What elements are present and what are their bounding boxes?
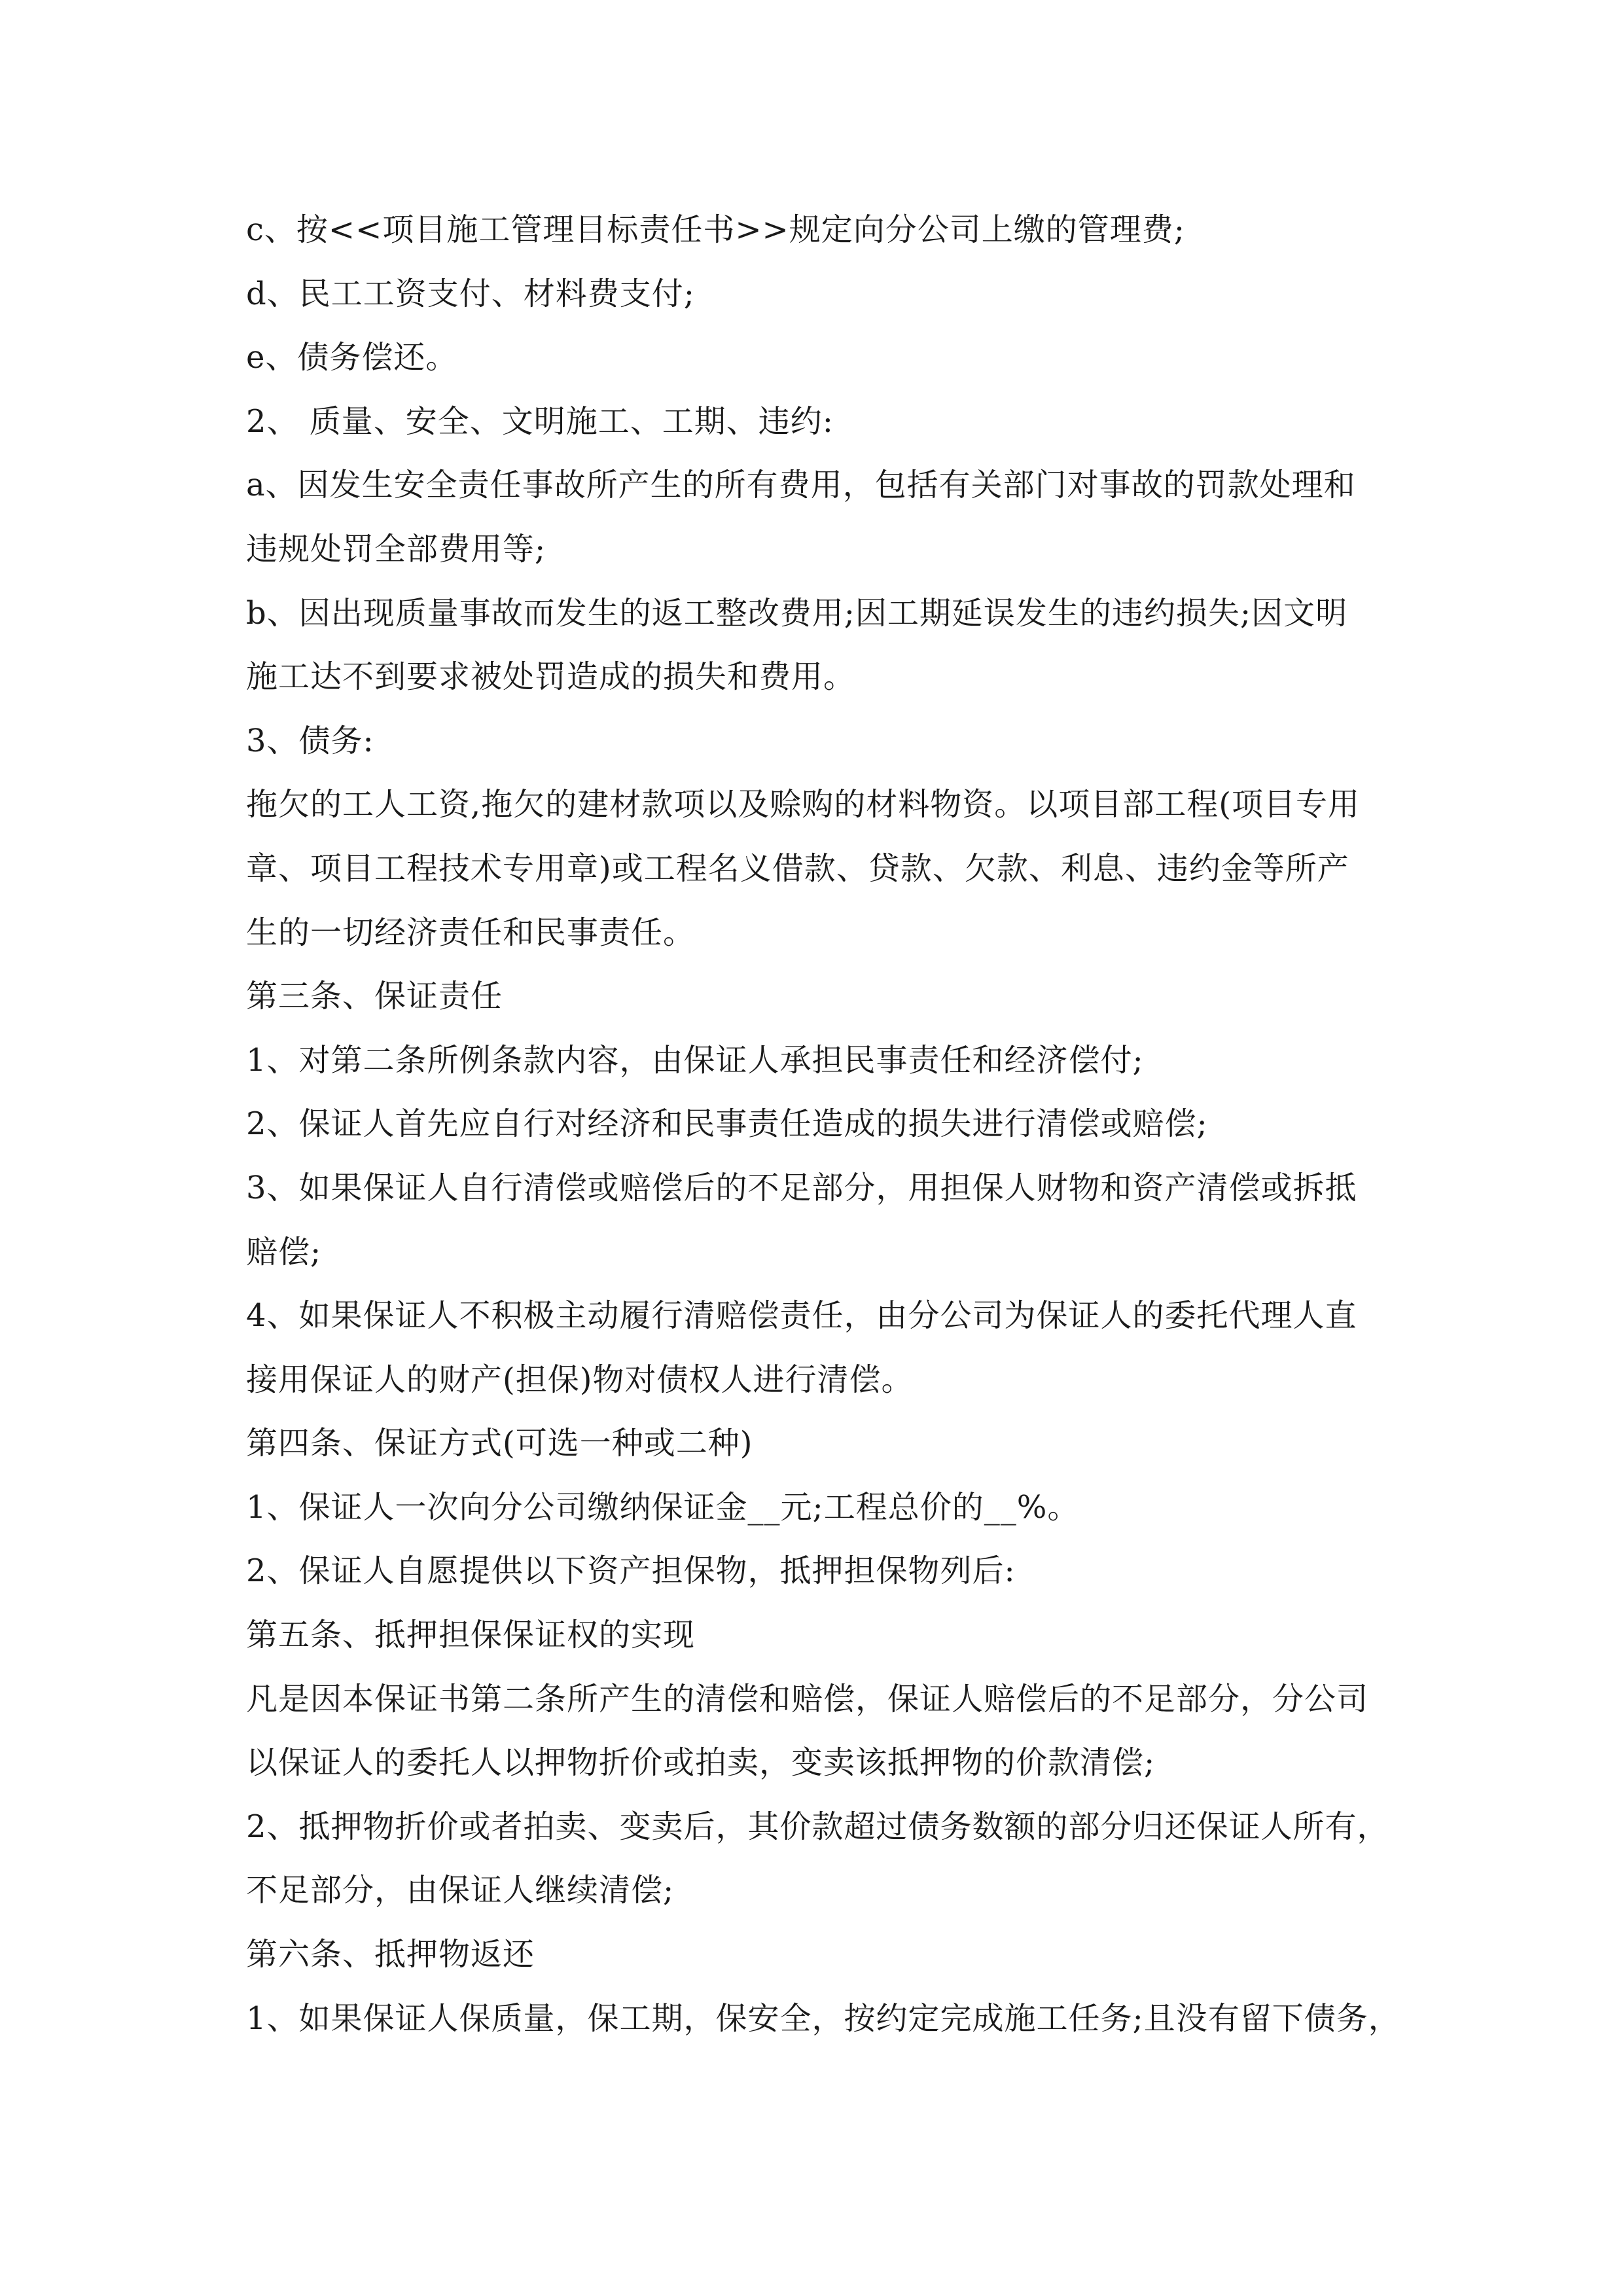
text-line-a-safety-costs: a、因发生安全责任事故所产生的所有费用，包括有关部门对事故的罚款处理和 bbox=[246, 467, 1356, 504]
text-line-article-3-item-1: 1、对第二条所例条款内容，由保证人承担民事责任和经济偿付; bbox=[246, 1041, 1144, 1079]
text-line-d-wages-materials: d、民工工资支付、材料费支付; bbox=[246, 275, 695, 312]
text-line-article-3-item-3-cont: 赔偿; bbox=[246, 1233, 322, 1270]
text-line-article-6-item-1: 1、如果保证人保质量，保工期，保安全，按约定完成施工任务;且没有留下债务， bbox=[246, 2000, 1400, 2037]
text-line-debts-paragraph-cont-1: 章、项目工程技术专用章)或工程名义借款、贷款、欠款、利息、违约金等所产 bbox=[246, 850, 1349, 887]
text-line-article-4-item-2: 2、保证人自愿提供以下资产担保物，抵押担保物列后: bbox=[246, 1552, 1016, 1590]
text-line-e-debt-repayment: e、债务偿还。 bbox=[246, 339, 458, 376]
section-heading-article-4: 第四条、保证方式(可选一种或二种) bbox=[246, 1425, 753, 1462]
text-line-debts-paragraph-cont-2: 生的一切经济责任和民事责任。 bbox=[246, 914, 696, 951]
text-line-c-management-fee: c、按<<项目施工管理目标责任书>>规定向分公司上缴的管理费; bbox=[246, 211, 1185, 248]
text-line-article-4-item-1: 1、保证人一次向分公司缴纳保证金__元;工程总价的__%。 bbox=[246, 1488, 1080, 1526]
text-line-b-quality-costs-cont: 施工达不到要求被处罚造成的损失和费用。 bbox=[246, 658, 856, 696]
text-line-debts-paragraph: 拖欠的工人工资,拖欠的建材款项以及赊购的材料物资。以项目部工程(项目专用 bbox=[246, 786, 1360, 823]
text-line-article-3-item-4-cont: 接用保证人的财产(担保)物对债权人进行清偿。 bbox=[246, 1361, 914, 1398]
text-line-article-5-paragraph-cont: 以保证人的委托人以押物折价或拍卖，变卖该抵押物的价款清偿; bbox=[246, 1744, 1156, 1782]
text-line-item-2-heading: 2、 质量、安全、文明施工、工期、违约: bbox=[246, 403, 834, 440]
text-line-article-3-item-4: 4、如果保证人不积极主动履行清赔偿责任，由分公司为保证人的委托代理人直 bbox=[246, 1297, 1357, 1335]
text-line-article-5-item-2: 2、抵押物折价或者拍卖、变卖后，其价款超过债务数额的部分归还保证人所有， bbox=[246, 1808, 1389, 1845]
text-line-article-5-paragraph: 凡是因本保证书第二条所产生的清偿和赔偿，保证人赔偿后的不足部分，分公司 bbox=[246, 1680, 1369, 1717]
section-heading-article-3: 第三条、保证责任 bbox=[246, 978, 503, 1015]
text-line-item-3-heading: 3、债务: bbox=[246, 722, 374, 759]
text-line-article-5-item-2-cont: 不足部分，由保证人继续清偿; bbox=[246, 1872, 675, 1909]
document-body bbox=[246, 198, 1400, 2051]
section-heading-article-6: 第六条、抵押物返还 bbox=[246, 1936, 535, 1973]
text-line-a-safety-costs-cont: 违规处罚全部费用等; bbox=[246, 530, 546, 567]
text-line-article-3-item-2: 2、保证人首先应自行对经济和民事责任造成的损失进行清偿或赔偿; bbox=[246, 1105, 1208, 1143]
text-line-article-3-item-3: 3、如果保证人自行清偿或赔偿后的不足部分，用担保人财物和资产清偿或拆抵 bbox=[246, 1169, 1357, 1206]
section-heading-article-5: 第五条、抵押担保保证权的实现 bbox=[246, 1617, 696, 1654]
text-line-b-quality-costs: b、因出现质量事故而发生的返工整改费用;因工期延误发生的违约损失;因文明 bbox=[246, 594, 1348, 632]
